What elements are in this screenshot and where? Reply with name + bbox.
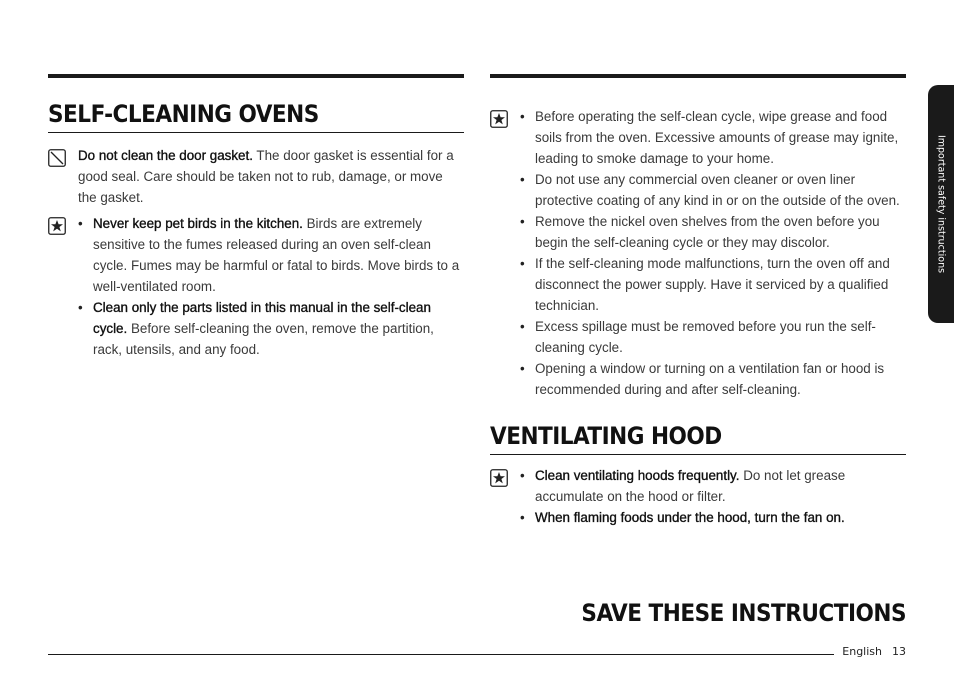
list-item <box>78 213 464 297</box>
page-number: 13 <box>892 645 906 658</box>
list-item: • Do not use any commercial oven cleaner or oven liner protective coating of any kind in or on the outside of the oven. <box>520 169 906 211</box>
list-item: • If the self-cleaning mode malfunctions, turn the oven off and disconnect the power supply. Have it serviced by a qualified technician. <box>520 253 906 316</box>
list-item: • Remove the nickel oven shelves from the oven before you begin the self-cleaning cycle or they may discolor. <box>520 211 906 253</box>
top-rule-right <box>490 74 906 78</box>
save-instructions-title: SAVE THESE INSTRUCTIONS <box>581 599 906 627</box>
warning-list-1 <box>78 213 464 360</box>
caution-text <box>78 145 464 208</box>
item-text: Birds are extremely sensitive to the fumes released during an oven self-clean cycle. Fumes may be harmful or fatal to birds. Move birds to a well-ventilated room. <box>93 216 460 294</box>
footer-language: English <box>842 645 882 658</box>
footer <box>842 645 906 658</box>
warning-list-2 <box>520 106 906 400</box>
item-text: Do not let grease accumulate on the hood or filter. <box>535 468 846 504</box>
section-title-self-cleaning: SELF-CLEANING OVENS <box>48 100 464 133</box>
warning-star-icon <box>490 469 508 487</box>
side-tab <box>928 85 954 323</box>
ventilating-warning-block <box>490 465 906 528</box>
left-column <box>48 74 464 360</box>
item-bold: Clean only the parts listed in this manual in the self-clean cycle. <box>93 300 431 336</box>
list-item <box>520 507 906 528</box>
caution-block <box>48 145 464 208</box>
side-tab-label: Important safety instructions <box>935 134 947 274</box>
list-item <box>520 465 906 507</box>
warning-block-1 <box>48 213 464 360</box>
item-bold: Never keep pet birds in the kitchen. <box>93 216 303 231</box>
caution-icon <box>48 149 66 167</box>
warning-block-2 <box>490 106 906 400</box>
item-bold: When flaming foods under the hood, turn the fan on. <box>535 510 845 525</box>
top-rule-left <box>48 74 464 78</box>
item-bold: Clean ventilating hoods frequently. <box>535 468 740 483</box>
footer-rule <box>48 654 834 655</box>
caution-rest: The door gasket is essential for a good seal. Care should be taken not to rub, damage, or move the gasket. <box>78 148 454 205</box>
list-item: • Excess spillage must be removed before you run the self-cleaning cycle. <box>520 316 906 358</box>
right-column <box>490 74 906 528</box>
warning-star-icon <box>490 110 508 128</box>
warning-star-icon <box>48 217 66 235</box>
caution-bold: Do not clean the door gasket. <box>78 148 253 163</box>
list-item: • Opening a window or turning on a ventilation fan or hood is recommended during and after self-cleaning. <box>520 358 906 400</box>
ventilating-list <box>520 465 906 528</box>
item-text: Before self-cleaning the oven, remove the partition, rack, utensils, and any food. <box>93 321 434 357</box>
section-title-ventilating-hood: VENTILATING HOOD <box>490 422 906 455</box>
list-item: • Before operating the self-clean cycle, wipe grease and food soils from the oven. Excessive amounts of grease may ignite, leading to smoke damage to your home. <box>520 106 906 169</box>
list-item <box>78 297 464 360</box>
